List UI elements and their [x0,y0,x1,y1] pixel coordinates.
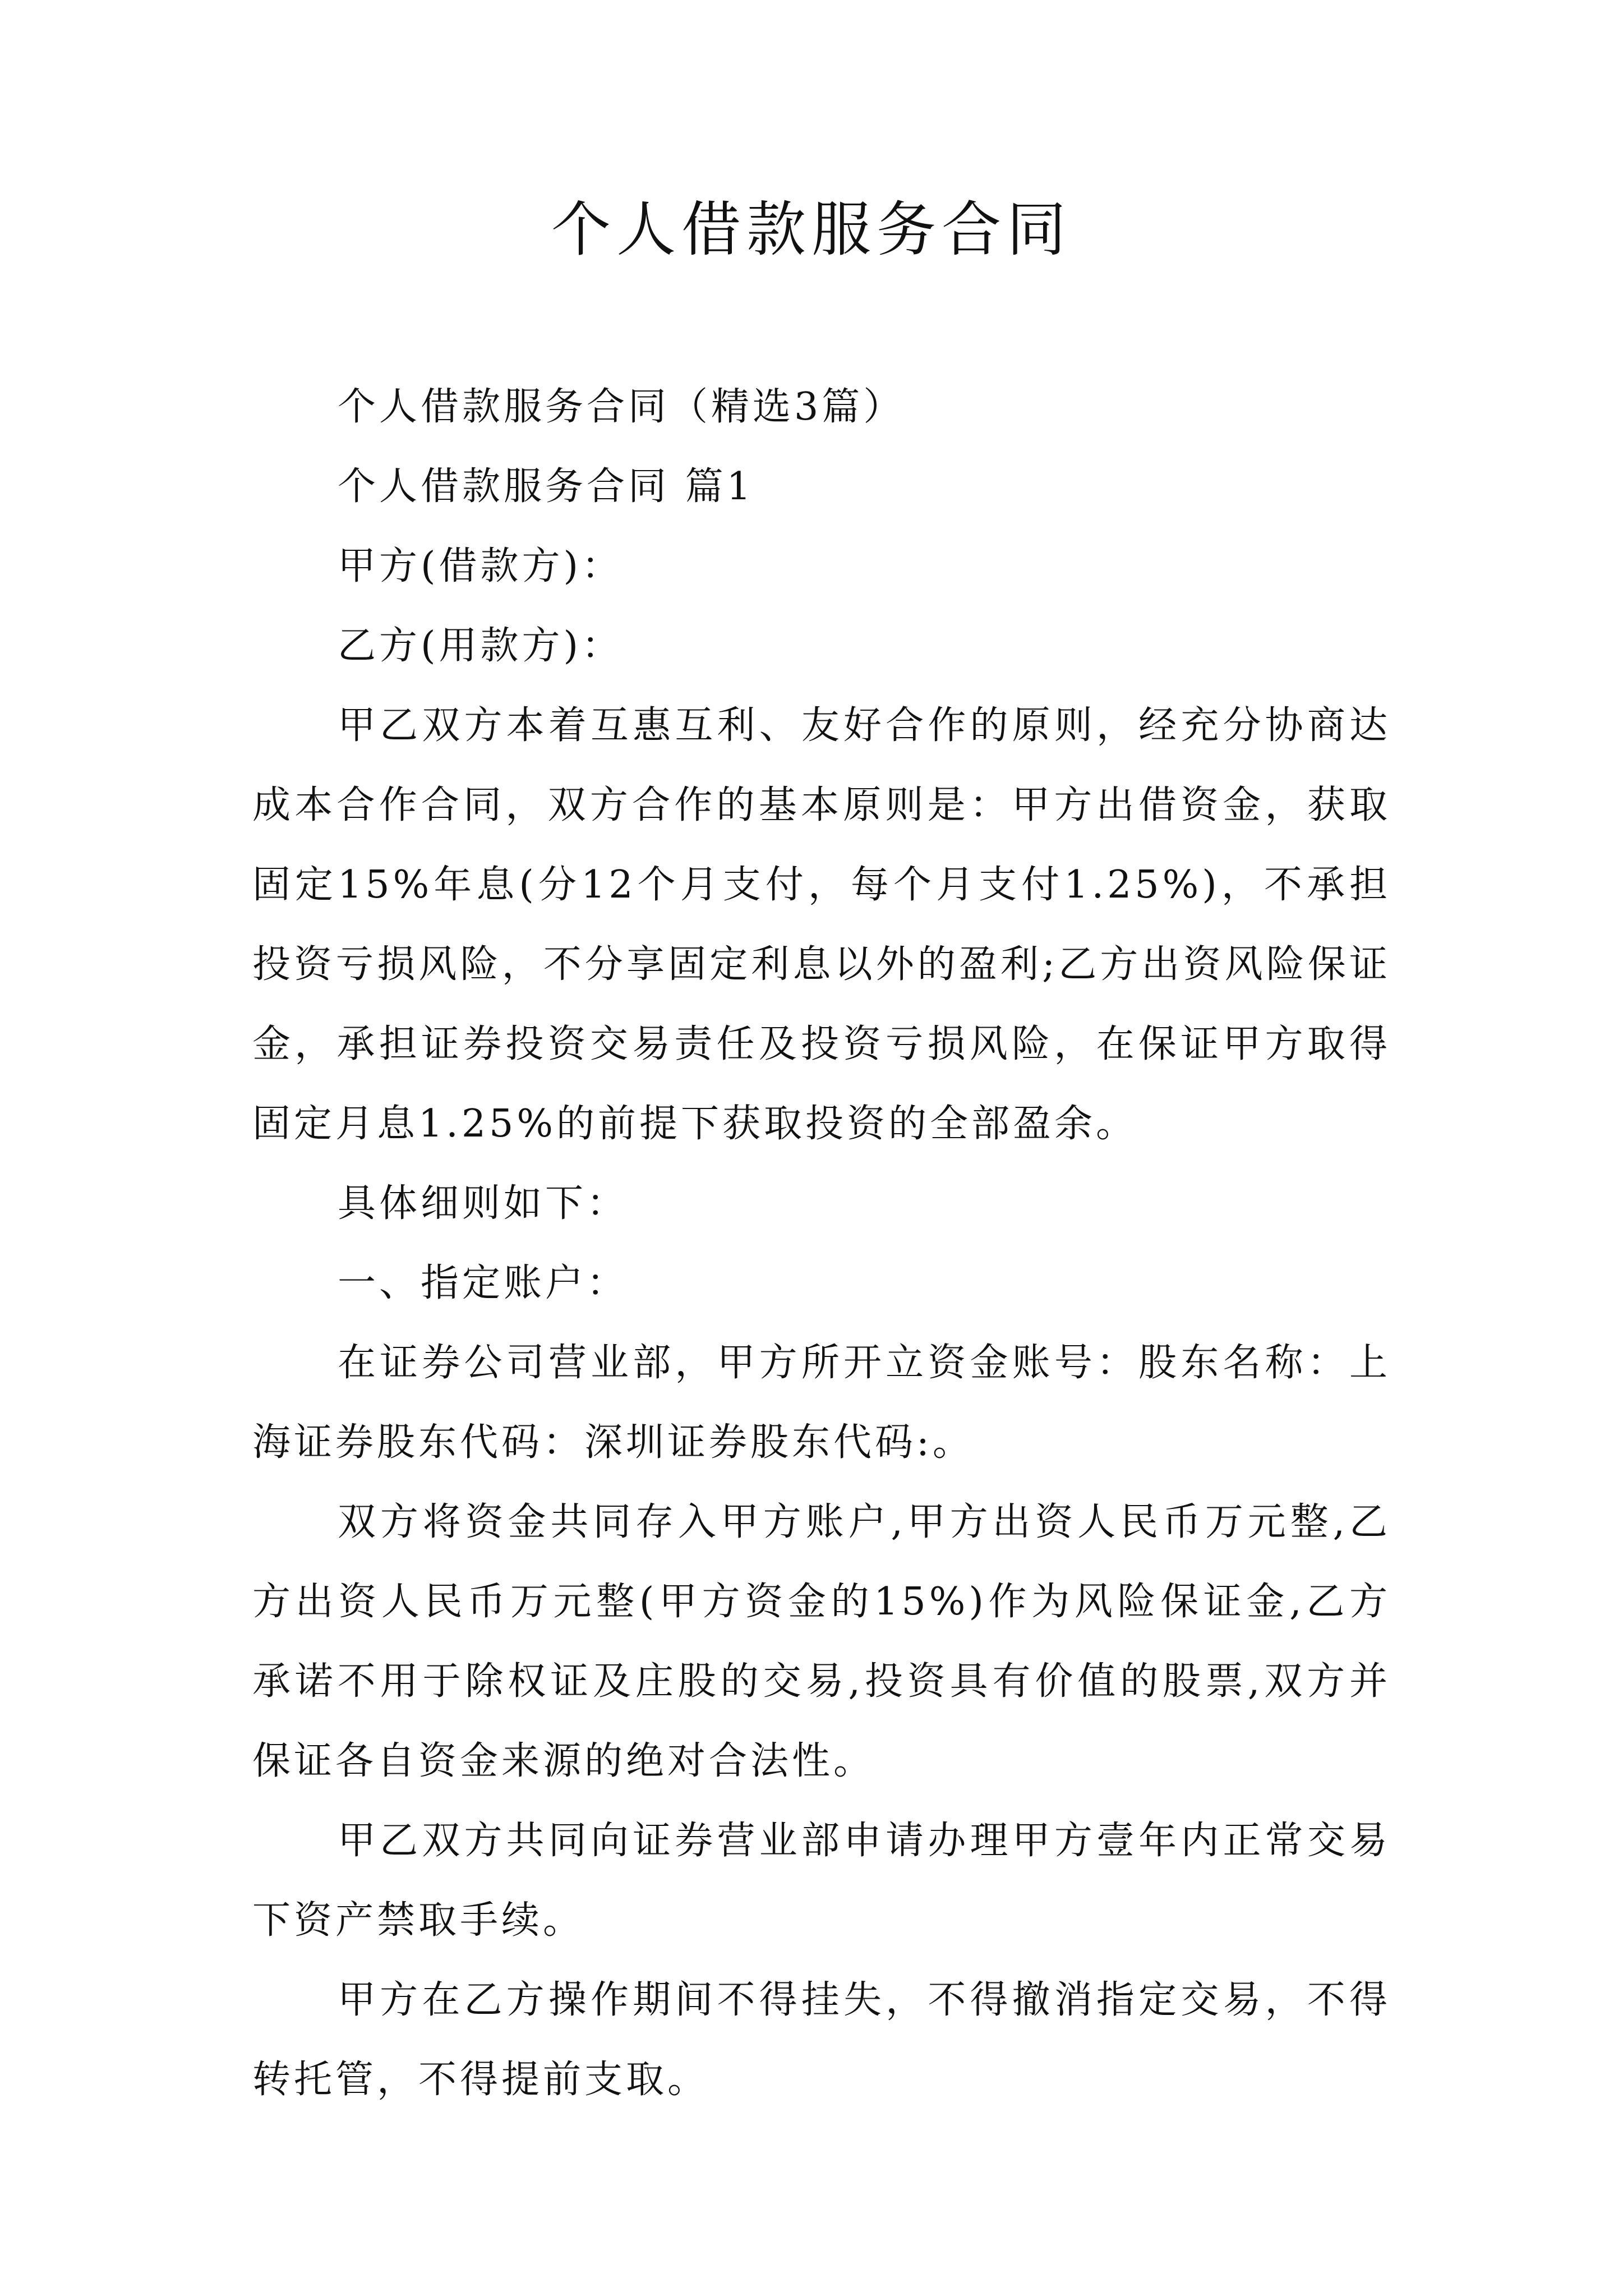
document-body [252,367,1391,2120]
details-intro-line: 具体细则如下： [338,1181,629,1226]
asset-freeze-paragraph: 甲乙双方共同向证券营业部申请办理甲方壹年内正常交易下资产禁取手续。 [252,1819,1391,1943]
subtitle-collection: 个人借款服务合同（精选3篇） [338,385,905,429]
designated-account-paragraph: 在证券公司营业部，甲方所开立资金账号：股东名称：上海证券股东代码：深圳证券股东代码:。 [252,1341,1391,1465]
document-title: 个人借款服务合同 [551,195,1072,264]
party-a-line: 甲方(借款方)： [338,544,624,588]
joint-deposit-paragraph: 双方将资金共同存入甲方账户,甲方出资人民币万元整,乙方出资人民币万元整(甲方资金的15%)作为风险保证金,乙方承诺不用于除权证及庄股的交易,投资具有价值的股票,双方并保证各自资金来源的绝对合法性。 [252,1500,1391,1783]
party-b-line: 乙方(用款方)： [338,624,624,668]
restrictions-paragraph: 甲方在乙方操作期间不得挂失，不得撤消指定交易，不得转托管，不得提前支取。 [252,1978,1391,2102]
clause-1-heading: 一、指定账户： [338,1261,629,1305]
cooperation-principle-paragraph: 甲乙双方本着互惠互利、友好合作的原则，经充分协商达成本合作合同，双方合作的基本原则是：甲方出借资金，获取固定15%年息(分12个月支付，每个月支付1.25%)，不承担投资亏损风险，不分享固定利息以外的盈利;乙方出资风险保证金，承担证券投资交易责任及投资亏损风险，在保证甲方取得固定月息1.25%的前提下获取投资的全部盈余。 [252,703,1391,1146]
section-heading-part-1: 个人借款服务合同 篇1 [338,464,754,509]
